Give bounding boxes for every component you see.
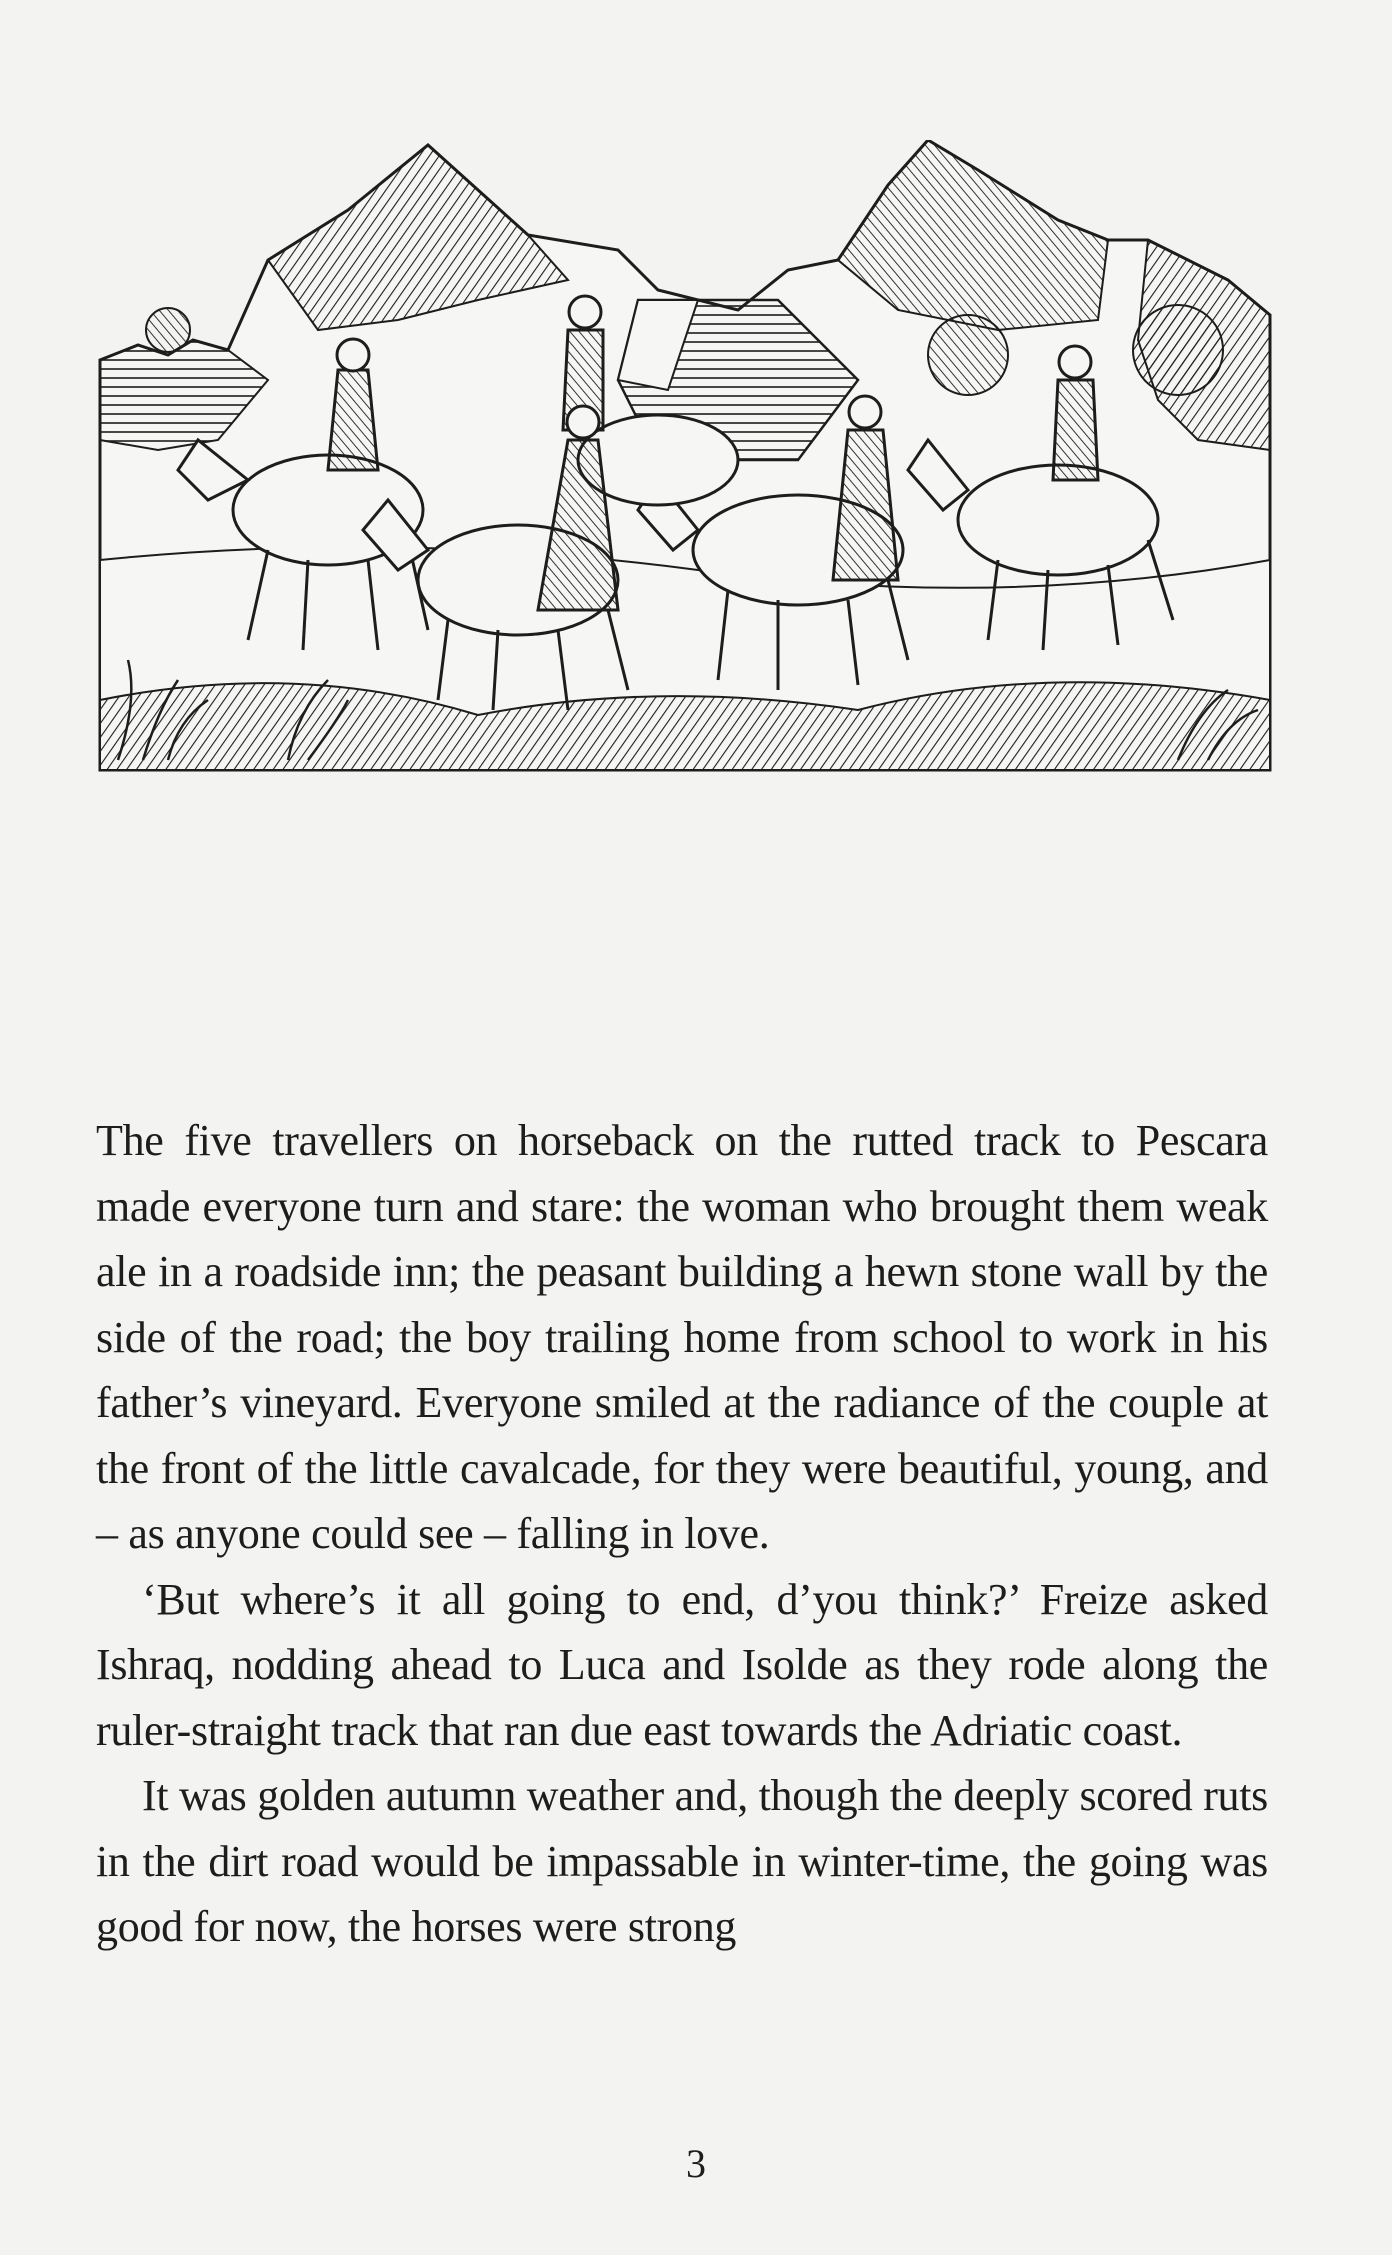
body-text (96, 1108, 1268, 1960)
page-number: 3 (686, 2141, 706, 2186)
paragraph-1: The five travellers on horseback on the rutted track to Pescara made everyone turn and stare: the woman who brought them weak ale in a roadside inn; the peasant building a hewn stone wall by the side of the road; the boy trailing home from school to work in his father’s vineyard. Everyone smiled at the radiance of the couple at the front of the little cavalcade, for they were beautiful, young, and – as anyone could see – falling in love. (96, 1116, 1268, 1558)
paragraph-2: ‘But where’s it all going to end, d’you think?’ Freize asked Ishraq, nodding ahead to Luca and Isolde as they rode along the ruler-straight track that ran due east towards the Adriatic coast. (96, 1574, 1268, 1755)
woodcut-illustration (98, 140, 1273, 772)
travellers-on-horseback-icon (98, 140, 1273, 772)
paragraph-3: It was golden autumn weather and, though the deeply scored ruts in the dirt road would be impassable in winter-time, the going was good for now, the horses were strong (96, 1771, 1269, 1951)
